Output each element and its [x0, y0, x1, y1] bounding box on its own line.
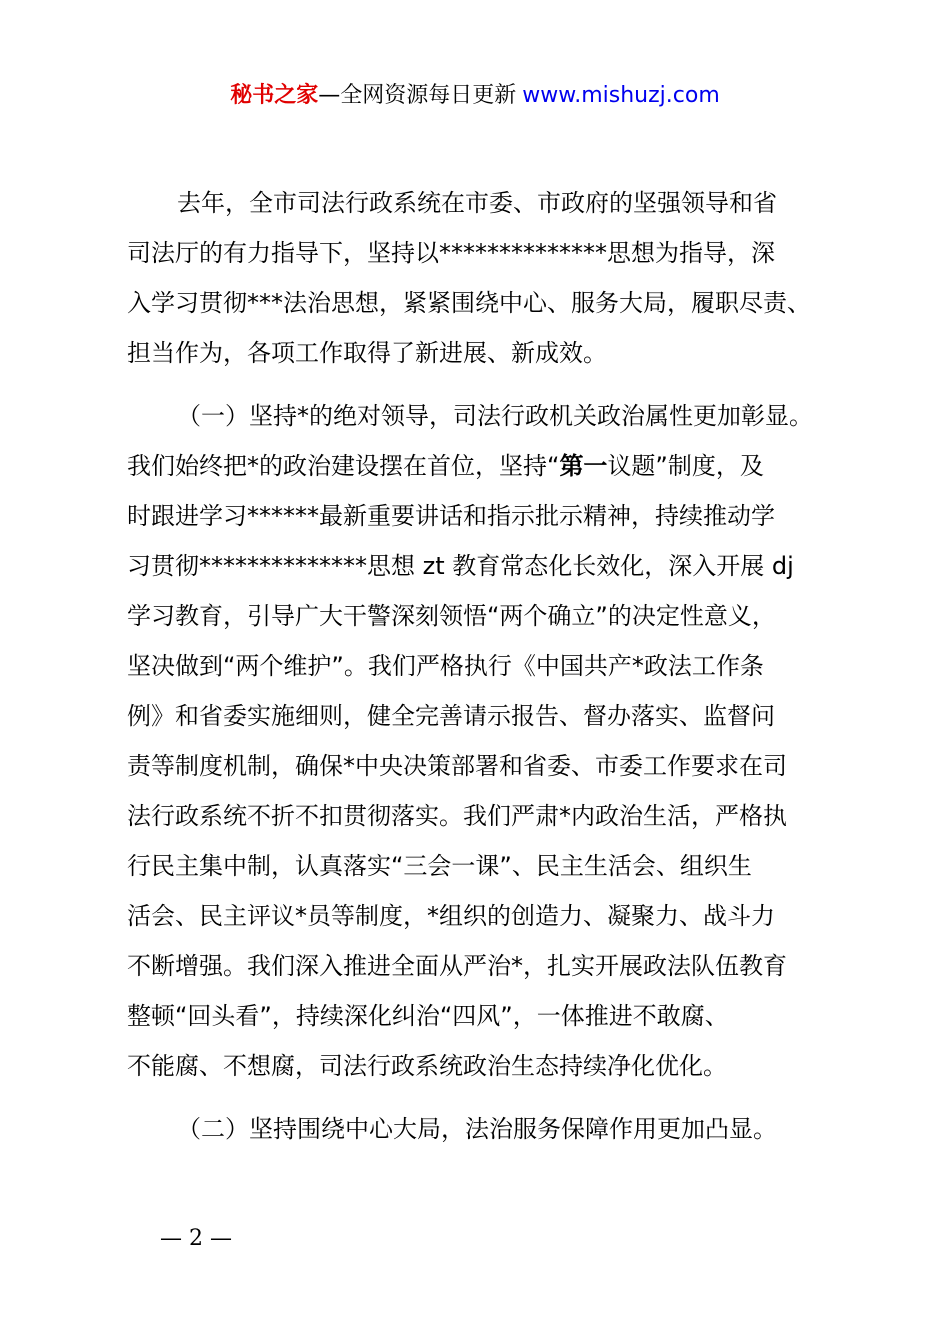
- paragraph-1-line: 担当作为，各项工作取得了新进展、新成效。: [127, 339, 607, 367]
- page-header: [0, 80, 950, 112]
- page-number: — 2 —: [160, 1226, 232, 1251]
- paragraph-1-line: 入学习贯彻***法治思想，紧紧围绕中心、服务大局，履职尽责、: [127, 289, 811, 317]
- paragraph-2-line: 行民主集中制，认真落实“三会一课”、民主生活会、组织生: [127, 852, 752, 880]
- paragraph-1-line: 司法厅的有力指导下，坚持以**************思想为指导，深: [127, 239, 775, 267]
- paragraph-2-line: 学习教育，引导广大干警深刻领悟“两个确立”的决定性意义，: [127, 602, 776, 630]
- header-brand: 秘书之家: [230, 83, 319, 108]
- paragraph-2-line: 法行政系统不折不扣贯彻落实。我们严肃*内政治生活，严格执: [127, 802, 787, 830]
- paragraph-2-line: 不断增强。我们深入推进全面从严治*，扎实开展政法队伍教育: [127, 952, 787, 980]
- header-site-link[interactable]: www.mishuzj.com: [522, 83, 720, 108]
- paragraph-1-line: 去年，全市司法行政系统在市委、市政府的坚强领导和省: [177, 189, 777, 217]
- header-slogan: —全网资源每日更新: [318, 83, 517, 108]
- paragraph-2-line: 整顿“回头看”，持续深化纠治“四风”，一体推进不敢腐、: [127, 1002, 729, 1030]
- section-heading-2: （二）坚持围绕中心大局，法治服务保障作用更加凸显。: [177, 1115, 777, 1143]
- paragraph-2-text: 我们始终把*的政治建设摆在首位，坚持“: [127, 452, 560, 480]
- paragraph-2-line: 坚决做到“两个维护”。我们严格执行《中国共产*政法工作条: [127, 652, 764, 680]
- paragraph-2-line: 时跟进学习******最新重要讲话和指示批示精神，持续推动学: [127, 502, 775, 530]
- section-heading-1: （一）坚持*的绝对领导，司法行政机关政治属性更加彰显。: [177, 402, 813, 430]
- paragraph-2-text: 议题”制度，及: [607, 452, 764, 480]
- paragraph-2-line: 责等制度机制，确保*中央决策部署和省委、市委工作要求在司: [127, 752, 787, 780]
- paragraph-2-line: 例》和省委实施细则，健全完善请示报告、督办落实、监督问: [127, 702, 775, 730]
- paragraph-2-line: 活会、民主评议*员等制度，*组织的创造力、凝聚力、战斗力: [127, 902, 775, 930]
- bold-emphasis: 第一: [559, 452, 608, 480]
- paragraph-2-line: 习贯彻**************思想 zt 教育常态化长效化，深入开展 dj: [127, 552, 794, 580]
- paragraph-2-line: [127, 451, 764, 481]
- paragraph-2-line: 不能腐、不想腐，司法行政系统政治生态持续净化优化。: [127, 1052, 727, 1080]
